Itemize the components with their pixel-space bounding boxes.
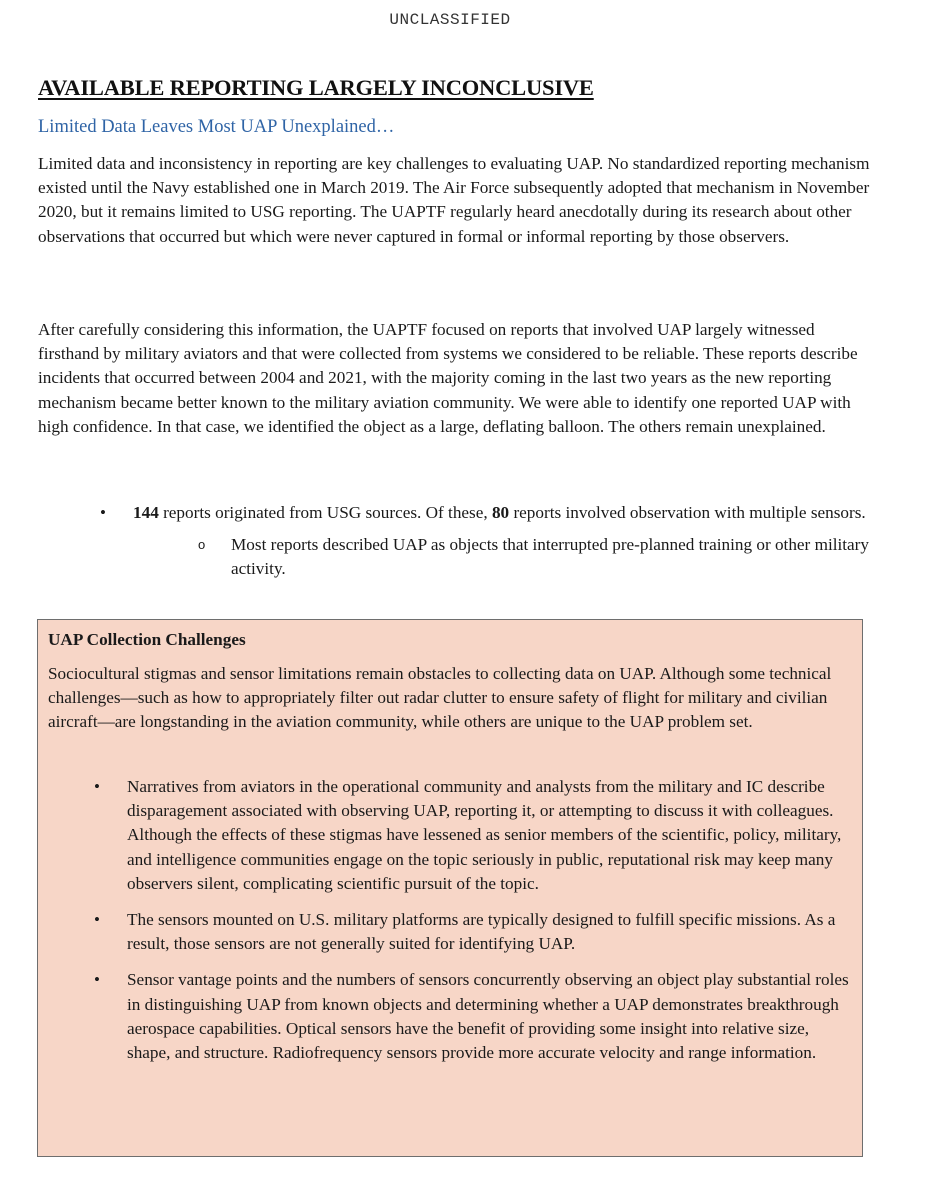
bullet-text-part-1: reports originated from USG sources. Of these, <box>158 503 492 522</box>
callout-bullet-list <box>94 775 854 1077</box>
bullet-text-part-2: reports involved observation with multiple sensors. <box>509 503 866 522</box>
callout-item-text: Narratives from aviators in the operational community and analysts from the military and IC describe disparagement associated with observing UAP, reporting it, or attempting to discuss it with colleagues. Although the effects of these stigmas have lessened as senior members of the scientific, policy, military, and intelligence communities engage on the topic seriously in public, reputational risk may keep many observers silent, complicating scientific pursuit of the topic. <box>127 777 842 893</box>
list-item <box>100 501 870 581</box>
section-subheading: Limited Data Leaves Most UAP Unexplained… <box>38 117 395 137</box>
hollow-bullet-icon: o <box>198 537 206 552</box>
callout-intro: Sociocultural stigmas and sensor limitations remain obstacles to collecting data on UAP. Although some technical challenges—such as how to appropriately filter out radar clutter to ensure safety of flight for military and civilian aircraft—are longstanding in the aviation community, while others are unique to the UAP problem set. <box>48 664 832 732</box>
classification-marking: UNCLASSIFIED <box>389 11 511 29</box>
callout-title: UAP Collection Challenges <box>48 630 246 649</box>
bullet-icon: • <box>94 777 100 796</box>
list-item <box>94 968 854 1065</box>
paragraph-limited-data: Limited data and inconsistency in reporting are key challenges to evaluating UAP. No standardized reporting mechanism existed until the Navy established one in March 2019. The Air Force subsequently adopted that mechanism in November 2020, but it remains limited to USG reporting. The UAPTF regularly heard anecdotally during its research about other observations that occurred but which were never captured in formal or informal reporting by those observers. <box>38 154 870 246</box>
section-heading: AVAILABLE REPORTING LARGELY INCONCLUSIVE <box>38 75 594 100</box>
sub-bullet-list <box>198 533 898 581</box>
collection-challenges-callout <box>37 619 863 1157</box>
paragraph-uaptf-focus: After carefully considering this information, the UAPTF focused on reports that involved UAP largely witnessed firsthand by military aviators and that were collected from systems we considered to be reliable. These reports describe incidents that occurred between 2004 and 2021, with the majority coming in the last two years as the new reporting mechanism became better known to the military aviation community. We were able to identify one reported UAP with high confidence. In that case, we identified the object as a large, deflating balloon. The others remain unexplained. <box>38 320 858 436</box>
list-item <box>94 775 854 896</box>
list-item <box>198 533 898 581</box>
report-bullet-list <box>100 501 870 581</box>
bullet-icon: • <box>100 503 106 522</box>
callout-item-text: Sensor vantage points and the numbers of sensors concurrently observing an object play substantial roles in distinguishing UAP from known objects and determining whether a UAP demonstrates breakthrough aerospace capabilities. Optical sensors have the benefit of providing some insight into relative size, shape, and structure. Radiofrequency sensors provide more accurate velocity and range information. <box>127 970 849 1063</box>
list-item <box>94 908 854 956</box>
bullet-icon: • <box>94 970 100 990</box>
sub-bullet-text: Most reports described UAP as objects that interrupted pre-planned training or other military activity. <box>231 535 869 578</box>
usg-report-count: 144 <box>133 503 159 522</box>
bullet-text <box>133 503 866 522</box>
bullet-icon: • <box>94 910 100 930</box>
callout-item-text: The sensors mounted on U.S. military platforms are typically designed to fulfill specific missions. As a result, those sensors are not generally suited for identifying UAP. <box>127 910 836 954</box>
multi-sensor-report-count: 80 <box>491 503 510 522</box>
